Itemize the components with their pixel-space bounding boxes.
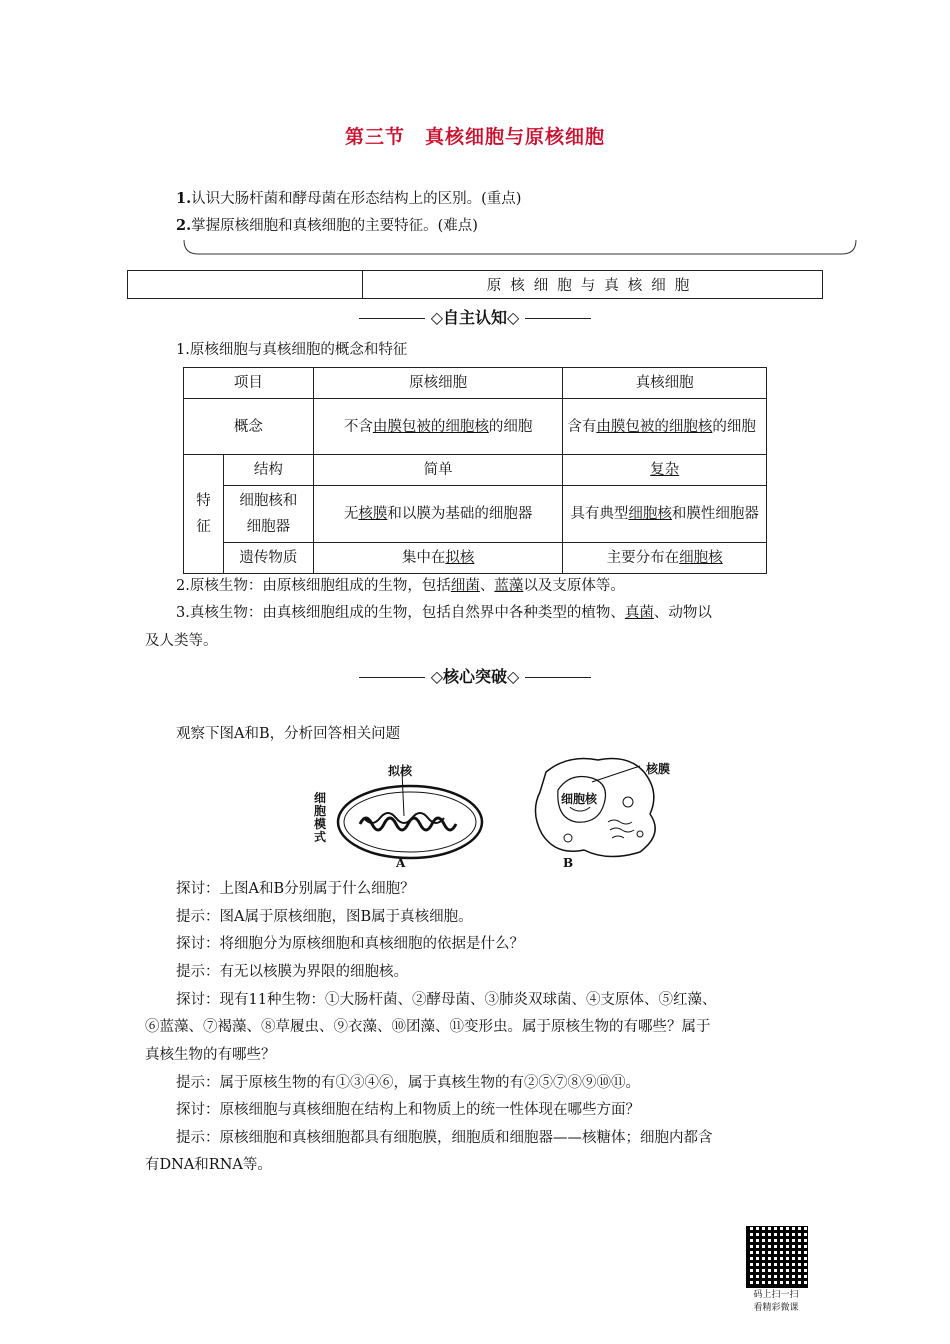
table-cell: 无核膜和以膜为基础的细胞器 — [313, 486, 563, 543]
objective-text: 掌握原核细胞和真核细胞的主要特征。(难点) — [191, 218, 478, 234]
eukaryote-definition-line2: 及人类等。 — [145, 633, 218, 649]
qa-line: 提示：原核细胞和真核细胞都具有细胞膜，细胞质和细胞器——核糖体；细胞内都含 — [176, 1130, 713, 1146]
qa-line: 探讨：现有11种生物：①大肠杆菌、②酵母菌、③肺炎双球菌、④支原体、⑤红藻、 — [176, 992, 717, 1008]
eukaryote-definition-line1: 3.真核生物：由真核细胞组成的生物，包括自然界中各种类型的植物、真菌、动物以 — [176, 605, 712, 621]
table-row — [184, 543, 767, 574]
comparison-table — [183, 367, 767, 574]
table-row — [184, 455, 767, 486]
qr-caption: 看精彩微课 — [753, 1303, 799, 1313]
table-cell: 结构 — [223, 455, 313, 486]
banner-core — [0, 664, 950, 687]
label-nuclear-membrane: 核膜 — [646, 762, 671, 776]
table-cell: 概念 — [184, 399, 314, 455]
objective-number: 2. — [176, 217, 192, 234]
banner-rule — [359, 318, 425, 319]
table-cell: 集中在拟核 — [313, 543, 563, 574]
caption-a: A — [396, 856, 406, 870]
label-cell-model: 细胞模式 — [314, 791, 327, 844]
section-heading: 原核细胞与真核细胞 — [486, 278, 699, 294]
table-row — [184, 399, 767, 455]
banner-rule — [525, 318, 591, 319]
concept-heading: 1.原核细胞与真核细胞的概念和特征 — [176, 342, 408, 358]
table-header: 真核细胞 — [563, 368, 767, 399]
table-cell: 不含由膜包被的细胞核的细胞 — [313, 399, 563, 455]
table-row — [184, 486, 767, 543]
qa-line: 提示：属于原核生物的有①③④⑥，属于真核生物的有②⑤⑦⑧⑨⑩⑪。 — [176, 1075, 640, 1091]
table-cell: 简单 — [313, 455, 563, 486]
table-cell: 遗传物质 — [223, 543, 313, 574]
page-title: 第三节 真核细胞与原核细胞 — [344, 126, 605, 148]
banner-rule — [359, 677, 425, 678]
section-heading-box — [127, 270, 823, 299]
qr-caption: 码上扫一扫 — [753, 1290, 799, 1300]
objective-1 — [176, 187, 521, 211]
qa-line: 真核生物的有哪些？ — [145, 1047, 276, 1063]
banner-rule — [525, 677, 591, 678]
banner-text: ◇自主认知◇ — [430, 308, 520, 327]
qa-line: 有DNA和RNA等。 — [145, 1157, 272, 1173]
table-cell-feature: 特 征 — [184, 455, 224, 574]
table-header: 项目 — [184, 368, 314, 399]
objectives-bracket — [180, 238, 860, 260]
table-row — [184, 368, 767, 399]
qa-line: 提示：图A属于原核细胞，图B属于真核细胞。 — [176, 909, 473, 925]
table-cell: 主要分布在细胞核 — [563, 543, 767, 574]
objective-number: 1. — [176, 190, 192, 207]
qa-line: ⑥蓝藻、⑦褐藻、⑧草履虫、⑨衣藻、⑩团藻、⑪变形虫。属于原核生物的有哪些？属于 — [145, 1019, 711, 1035]
table-cell: 具有典型细胞核和膜性细胞器 — [563, 486, 767, 543]
table-cell: 复杂 — [563, 455, 767, 486]
qa-line: 提示：有无以核膜为界限的细胞核。 — [176, 964, 408, 980]
qa-line: 探讨：原核细胞与真核细胞在结构上和物质上的统一性体现在哪些方面？ — [176, 1102, 640, 1118]
qr-code[interactable] — [746, 1226, 808, 1288]
qa-line: 探讨：将细胞分为原核细胞和真核细胞的依据是什么？ — [176, 936, 524, 952]
objective-text: 认识大肠杆菌和酵母菌在形态结构上的区别。(重点) — [191, 191, 522, 207]
prokaryote-definition: 2.原核生物：由原核细胞组成的生物，包括细菌、蓝藻以及支原体等。 — [176, 578, 625, 594]
figure-intro: 观察下图A和B，分析回答相关问题 — [176, 726, 401, 742]
banner-self-study — [0, 305, 950, 328]
table-header: 原核细胞 — [313, 368, 563, 399]
table-cell: 细胞核和 细胞器 — [223, 486, 313, 543]
label-nucleoid: 拟核 — [388, 764, 413, 778]
qa-line: 探讨：上图A和B分别属于什么细胞？ — [176, 881, 415, 897]
caption-b: B — [563, 856, 574, 870]
label-nucleus: 细胞核 — [561, 792, 598, 806]
objective-2 — [176, 214, 478, 238]
banner-text: ◇核心突破◇ — [430, 667, 520, 686]
table-cell: 含有由膜包被的细胞核的细胞 — [563, 399, 767, 455]
